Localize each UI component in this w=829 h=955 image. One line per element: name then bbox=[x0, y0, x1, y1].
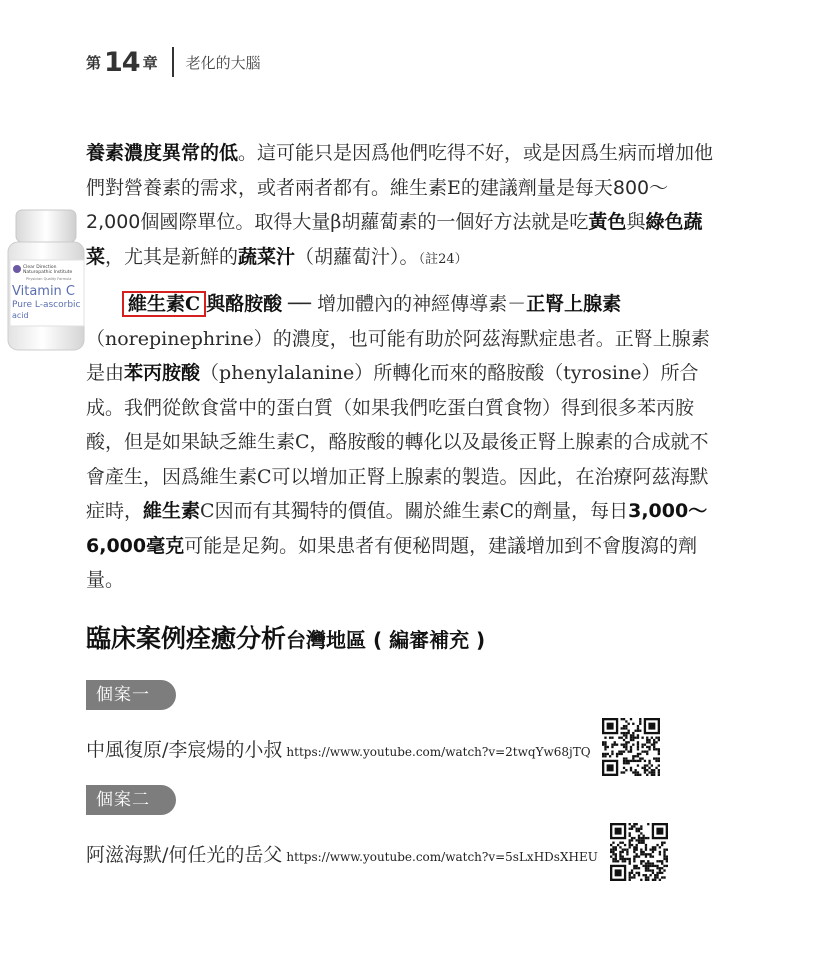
bold-phrase: 苯丙胺酸 bbox=[124, 362, 201, 384]
bold-phrase: 綠色蔬菜 bbox=[86, 211, 703, 268]
chapter-number: 14 bbox=[104, 46, 140, 78]
bottle-product-name: Vitamin C bbox=[12, 284, 76, 299]
bottle-small-line: Physician Quality Formula bbox=[26, 277, 72, 281]
text-run: C因而有其獨特的價值。關於維生素C的劑量，每日 bbox=[200, 500, 629, 522]
case-text-2: 阿滋海默/何任光的岳父 bbox=[86, 844, 283, 866]
text-run: 。這可能只是因爲他們吃得不好，或是因爲生病而增加他們對營養素的需求，或者兩者都有。維生素E的建議劑量是每天 bbox=[86, 142, 714, 199]
text-run: （胡蘿蔔汁）。 bbox=[295, 245, 419, 268]
section-title: 臨床案例痊癒分析 bbox=[86, 624, 287, 653]
bold-phrase: 養素濃度異常的低 bbox=[86, 142, 239, 164]
chapter-title: 老化的大腦 bbox=[185, 53, 261, 72]
text-run: ，尤其是新鮮的 bbox=[105, 245, 239, 268]
body-text bbox=[86, 136, 718, 598]
chapter-suffix: 章 bbox=[142, 53, 158, 72]
bold-phrase: 正腎上腺素 bbox=[526, 293, 622, 315]
case-badge-1: 個案一 bbox=[86, 680, 176, 710]
footnote-ref: （註24） bbox=[418, 251, 468, 267]
bold-phrase: 黃色 bbox=[588, 211, 627, 233]
header-divider bbox=[172, 47, 174, 77]
bold-phrase: 蔬菜汁 bbox=[238, 245, 296, 268]
vitamin-c-bottle-image bbox=[6, 208, 86, 352]
bottle-brand-line1: Clear Direction bbox=[23, 265, 57, 270]
case-url-1[interactable]: https://www.youtube.com/watch?v=2twqYw68jTQ bbox=[286, 745, 591, 759]
bottle-line3: acid bbox=[12, 311, 29, 320]
highlighted-term-box: 維生素C bbox=[122, 291, 206, 317]
case-entry-1 bbox=[86, 735, 591, 762]
bold-phrase: 與酪胺酸 bbox=[206, 293, 283, 315]
paragraph-1 bbox=[86, 136, 718, 277]
text-run: （phenylalanine）所轉化而來的酪胺酸（tyrosine）所合成。我們從飲食當中的蛋白質（如果我們吃蛋白質食物）得到很多苯丙胺酸，但是如果缺乏維生素C，酪胺酸的轉化以及最後正腎上腺素的合成就不會產生，因爲維生素C可以增加正腎上腺素的製造。因此，在治療阿茲海默症時， bbox=[86, 362, 709, 522]
chapter-prefix: 第 bbox=[86, 53, 102, 72]
case-url-2[interactable]: https://www.youtube.com/watch?v=5sLxHDsXHEU bbox=[286, 850, 598, 864]
bottle-line2: Pure L-ascorbic bbox=[12, 300, 81, 310]
paragraph-2 bbox=[86, 287, 718, 598]
chapter-header bbox=[86, 47, 261, 77]
qr-code-2[interactable] bbox=[610, 823, 668, 881]
text-run: 與 bbox=[626, 211, 646, 233]
text-run: β胡蘿蔔素的一個好方法就是吃 bbox=[330, 211, 589, 233]
bold-phrase: 3,000～6,000毫克 bbox=[86, 500, 708, 557]
case-text-1: 中風復原/李宸煬的小叔 bbox=[86, 739, 283, 761]
case-badge-2: 個案二 bbox=[86, 785, 176, 815]
text-run: 個國際單位。取得大量 bbox=[140, 211, 331, 233]
section-heading bbox=[86, 619, 485, 655]
bottle-brand-line2: Naturopathic Institute bbox=[23, 270, 73, 275]
qr-code-1[interactable] bbox=[602, 718, 660, 776]
text-run: 可能是足夠。如果患者有便秘問題，建議增加到不會腹瀉的劑量。 bbox=[86, 534, 698, 591]
text-run: ── 增加體內的神經傳導素－ bbox=[282, 293, 527, 315]
bold-phrase: 維生素 bbox=[143, 500, 201, 522]
section-subtitle: 台灣地區 ( 編審補充 ) bbox=[286, 628, 486, 652]
case-entry-2 bbox=[86, 840, 598, 867]
text-run: （norepinephrine）的濃度，也可能有助於阿茲海默症患者。正腎上腺素是由 bbox=[86, 327, 710, 384]
dosage-range: 800～2,000 bbox=[86, 176, 669, 233]
